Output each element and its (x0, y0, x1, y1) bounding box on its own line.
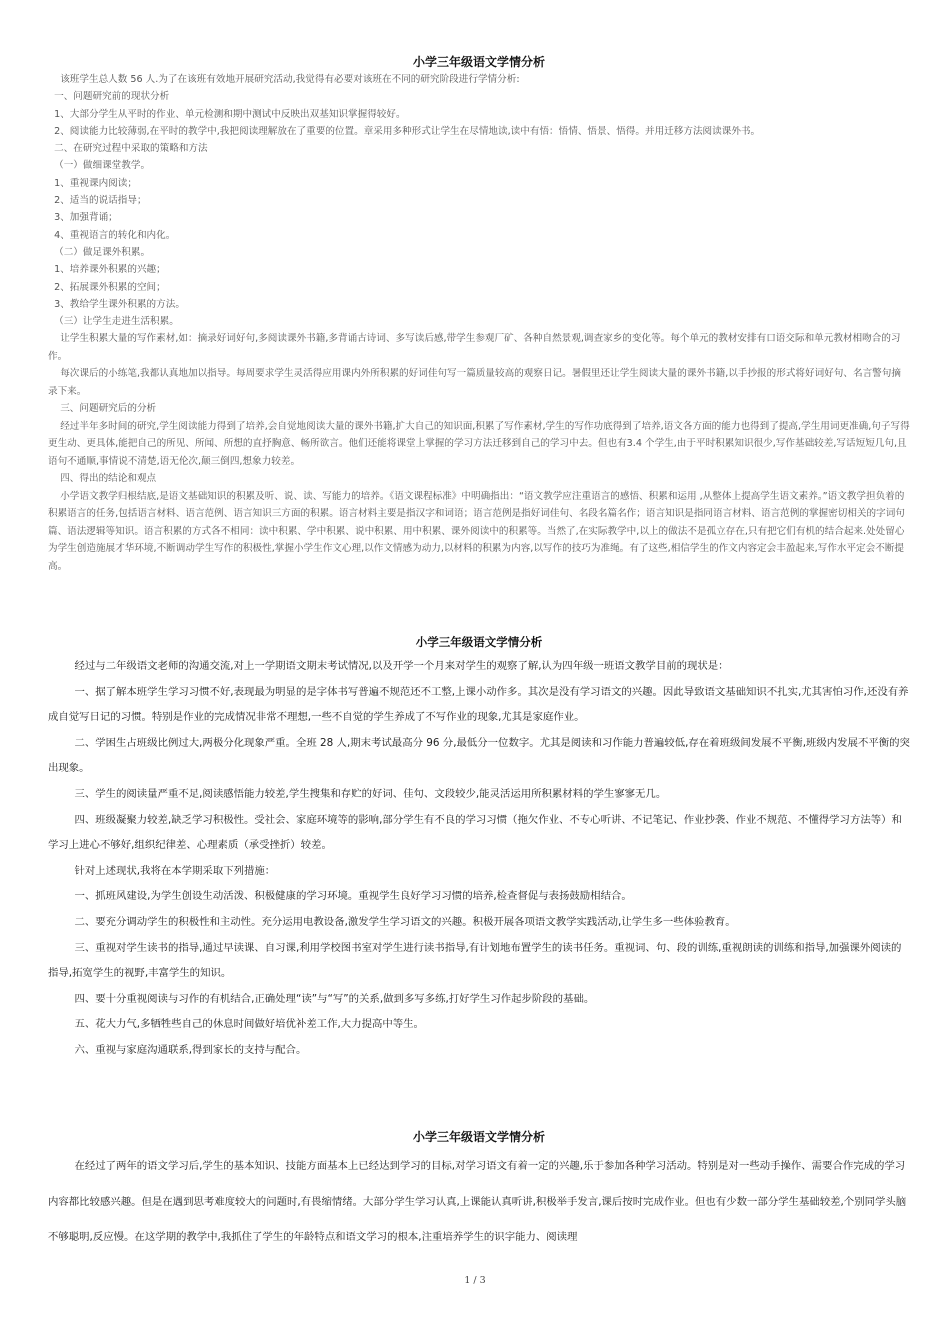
paragraph: 3、加强背诵； (48, 212, 118, 224)
paragraph: 五、花大力气,多牺牲些自己的休息时间做好培优补差工作,大力提高中等生。 (48, 1018, 424, 1031)
paragraph: 小学语文教学归根结底,是语文基础知识的积累及听、说、读、写能力的培养。《语文课程标准》中明确指出：“语文教学应注重语言的感悟、积累和运用 ,从整体上提高学生语文素养。”语文教学担负着的积累语言的任务,包括语言材料、语言范例、语言知识三方面的积累。语言材料主要是指汉字和词语；语言范例是指好词佳句、名段名篇名作；语言知识是指同语言材料、语言范例的掌握密切相关的字词句篇、语法逻辑等知识。语言积累的方式各不相同：读中积累、学中积累、说中积累、用中积累、课外阅读中的积累等。当然了,在实际教学中,以上的做法不是孤立存在,只有把它们有机的结合起来.处处留心为学生创造施展才华环境,不断调动学生写作的积极性,掌握小学生作文心理,以作文情感为动力,以材料的积累为内容,以写作的技巧为准绳。有了这些,相信学生的作文内容定会丰盈起来,写作水平定会不断提高。 (48, 490, 905, 572)
paragraph: 4、重视语言的转化和内化。 (48, 229, 176, 241)
paragraph: （二）做足课外积累。 (48, 246, 151, 258)
paragraph: 让学生积累大量的写作素材,如：摘录好词好句,多阅读课外书籍,多背诵古诗词、多写读后感,带学生参观厂矿、各种自然景观,调查家乡的变化等。每个单元的教材安排有口语交际和单元教材相吻合的习作。 (48, 333, 901, 362)
page-indicator: 1 / 3 (464, 1275, 486, 1286)
paragraph: 3、教给学生课外积累的方法。 (48, 298, 185, 310)
paragraph: 四、班级凝聚力较差,缺乏学习积极性。受社会、家庭环境等的影响,部分学生有不良的学习习惯（拖欠作业、不专心听讲、不记笔记、作业抄袭、作业不规范、不懂得学习方法等）和学习上进心不够好,组织纪律差、心理素质（承受挫折）较差。 (48, 813, 902, 852)
paragraph: （三）让学生走进生活积累。 (48, 316, 179, 328)
section-2-title: 小学三年级语文学情分析 (415, 635, 543, 649)
paragraph: 三、问题研究后的分析 (48, 403, 157, 415)
paragraph: （一）做细课堂教学。 (48, 160, 151, 172)
paragraph: 在经过了两年的语文学习后,学生的基本知识、技能方面基本上已经达到学习的目标,对学习语文有着一定的兴趣,乐于参加各种学习活动。特别是对一些动手操作、需要合作完成的学习内容都比较感兴趣。但是在遇到思考难度较大的问题时,有畏缩情绪。大部分学生学习认真,上课能认真听讲,积极举手发言,课后按时完成作业。但也有少数一部分学生基础较差,个别同学头脑不够聪明,反应慢。在这学期的教学中,我抓住了学生的年龄特点和语文学习的根本,注重培养学生的识字能力、阅读理 (48, 1160, 907, 1243)
paragraph: 2、拓展课外积累的空间； (48, 281, 166, 293)
paragraph: 二、要充分调动学生的积极性和主动性。充分运用电教设备,激发学生学习语文的兴趣。积极开展各项语文教学实践活动,让学生多一些体验教育。 (48, 915, 736, 928)
section-1-title: 小学三年级语文学情分析 (412, 55, 545, 69)
paragraph: 二、在研究过程中采取的策略和方法 (48, 143, 208, 155)
paragraph: 一、抓班风建设,为学生创设生动活泼、积极健康的学习环境。重视学生良好学习习惯的培养,检查督促与表扬鼓励相结合。 (48, 890, 632, 903)
paragraph: 经过与二年级语文老师的沟通交流,对上一学期语文期末考试情况,以及开学一个月来对学生的观察了解,认为四年级一班语文教学目前的现状是： (48, 660, 729, 672)
paragraph: 六、重视与家庭沟通联系,得到家长的支持与配合。 (48, 1043, 307, 1056)
section-2 (48, 634, 910, 1064)
section-3 (48, 1129, 910, 1256)
paragraph: 四、要十分重视阅读与习作的有机结合,正确处理“读”与“写”的关系,做到多写多练,打好学生习作起步阶段的基础。 (48, 992, 595, 1005)
paragraph: 1、重视课内阅读； (48, 177, 137, 189)
paragraph: 四、得出的结论和观点 (48, 473, 157, 485)
paragraph: 经过半年多时间的研究,学生阅读能力得到了培养,会自觉地阅读大量的课外书籍,扩大自己的知识面,积累了写作素材,学生的写作功底得到了培养,语文各方面的能力也得到了提高,学生用词更准确,句子写得更生动、更具体,能把自己的所见、所闻、所想的直抒胸意、畅所欲言。他们还能将课堂上掌握的学习方法迁移到自己的学习中去。但也有3.4 个学生,由于平时积累知识很少,写作基础较差,写话短短几句,且语句不通顺,事情说不清楚,语无伦次,颠三倒四,想象力较差。 (48, 420, 910, 467)
paragraph: 一、问题研究前的现状分析 (48, 91, 170, 103)
paragraph: 1、大部分学生从平时的作业、单元检测和期中测试中反映出双基知识掌握得较好。 (48, 108, 406, 120)
paragraph: 三、学生的阅读量严重不足,阅读感悟能力较差,学生搜集和存贮的好词、佳句、文段较少,能灵活运用所积累材料的学生寥寥无几。 (48, 787, 667, 800)
paragraph: 二、学困生占班级比例过大,两极分化现象严重。全班 28 人,期末考试最高分 96 分,最低分一位数字。尤其是阅读和习作能力普遍较低,存在着班级间发展不平衡,班级内发展不平衡的突出现象。 (48, 736, 910, 775)
paragraph: 2、阅读能力比较薄弱,在平时的教学中,我把阅读理解放在了重要的位置。章采用多种形式让学生在尽情地读,读中有悟：悟情、悟景、悟得。并用迁移方法阅读课外书。 (48, 125, 761, 137)
paragraph: 针对上述现状,我将在本学期采取下列措施： (48, 864, 276, 877)
paragraph: 一、据了解本班学生学习习惯不好,表现最为明显的是字体书写普遍不规范还不工整,上课小动作多。其次是没有学习语文的兴趣。因此导致语文基础知识不扎实,尤其害怕习作,还没有养成自觉写日记的习惯。特别是作业的完成情况非常不理想,一些不自觉的学生养成了不写作业的现象,尤其是家庭作业。 (48, 685, 909, 724)
paragraph: 三、重视对学生读书的指导,通过早读课、自习课,利用学校图书室对学生进行读书指导,有计划地布置学生的读书任务。重视词、句、段的训练,重视朗读的训练和指导,加强课外阅读的指导,拓宽学生的视野,丰富学生的知识。 (48, 941, 902, 980)
paragraph: 2、适当的说话指导； (48, 195, 147, 207)
paragraph: 该班学生总人数 56 人.为了在该班有效地开展研究活动,我觉得有必要对该班在不同的研究阶段进行学情分析: (48, 74, 520, 85)
section-1 (48, 54, 910, 575)
section-3-title: 小学三年级语文学情分析 (412, 1130, 545, 1144)
paragraph: 每次课后的小练笔,我都认真地加以指导。每周要求学生灵活得应用课内外所积累的好词佳句写一篇质量较高的观察日记。暑假里还让学生阅读大量的课外书籍,以手抄报的形式将好词好句、名言警句摘录下来。 (48, 368, 901, 397)
paragraph: 1、培养课外积累的兴趣； (48, 264, 166, 276)
